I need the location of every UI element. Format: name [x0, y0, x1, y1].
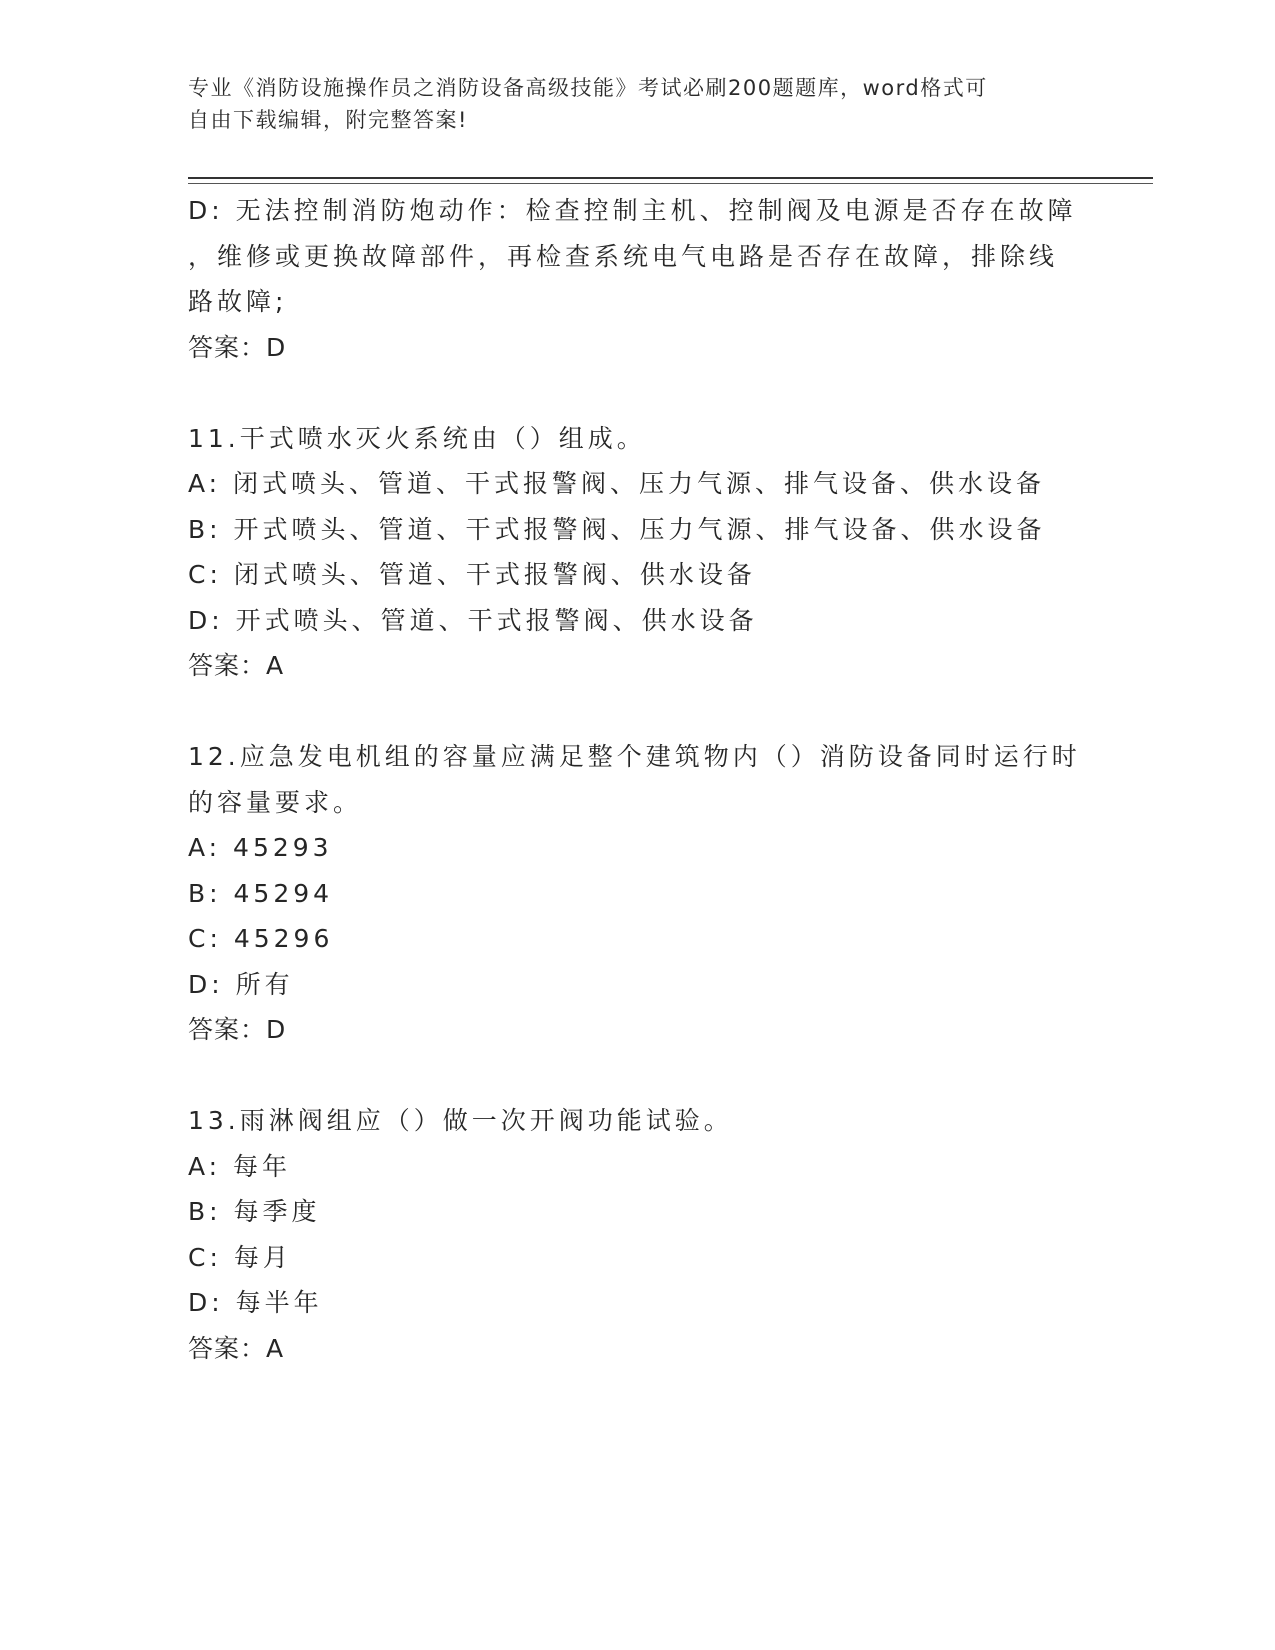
- spacer: [188, 370, 1088, 416]
- prev-option-d-line-3: 路故障;: [188, 287, 288, 316]
- question-12-option-b: B: 45294: [188, 878, 334, 908]
- question-12-stem-line-1: 12.应急发电机组的容量应满足整个建筑物内（）消防设备同时运行时: [188, 742, 1081, 771]
- question-11-option-d: D: 开式喷头、管道、干式报警阀、供水设备: [188, 605, 758, 635]
- question-11-option-a: A: 闭式喷头、管道、干式报警阀、压力气源、排气设备、供水设备: [188, 469, 1046, 498]
- question-12-stem-line-2: 的容量要求。: [188, 787, 363, 817]
- question-11-stem: 11.干式喷水灭火系统由（）组成。: [188, 423, 646, 453]
- question-12-answer: 答案：D: [188, 1015, 287, 1044]
- question-content: [188, 188, 1088, 1371]
- spacer: [188, 689, 1088, 735]
- prev-answer: 答案：D: [188, 332, 287, 362]
- question-13-stem: 13.雨淋阀组应（）做一次开阀功能试验。: [188, 1106, 733, 1135]
- question-11-answer: 答案：A: [188, 651, 285, 680]
- question-13-answer: 答案：A: [188, 1333, 285, 1363]
- header-line-1: 专业《消防设施操作员之消防设备高级技能》考试必刷200题题库，word格式可: [188, 76, 988, 100]
- header-divider-thin: [188, 183, 1153, 184]
- header-line-2: 自由下载编辑，附完整答案!: [188, 108, 468, 132]
- question-11-option-b: B: 开式喷头、管道、干式报警阀、压力气源、排气设备、供水设备: [188, 514, 1046, 544]
- question-13-option-c: C: 每月: [188, 1242, 292, 1272]
- question-13-option-a: A: 每年: [188, 1151, 292, 1181]
- prev-option-d-line-2: ，维修或更换故障部件，再检查系统电气电路是否存在故障，排除线: [188, 241, 1059, 271]
- question-12-option-d: D: 所有: [188, 969, 294, 999]
- header-divider-thick: [188, 177, 1153, 179]
- question-13-option-b: B: 每季度: [188, 1197, 321, 1226]
- question-11-option-c: C: 闭式喷头、管道、干式报警阀、供水设备: [188, 560, 756, 589]
- question-13-option-d: D: 每半年: [188, 1288, 323, 1317]
- document-header: [188, 72, 1068, 136]
- prev-option-d-line-1: D: 无法控制消防炮动作：检查控制主机、控制阀及电源是否存在故障: [188, 196, 1077, 225]
- question-12-option-c: C: 45296: [188, 924, 334, 953]
- question-12-option-a: A: 45293: [188, 833, 333, 862]
- spacer: [188, 1053, 1088, 1099]
